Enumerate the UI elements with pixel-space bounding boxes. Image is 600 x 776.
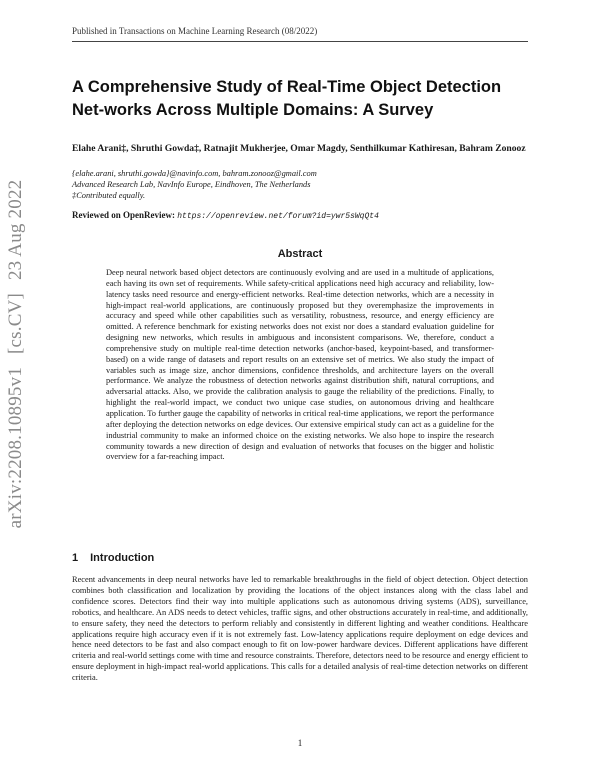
introduction-text: Recent advancements in deep neural networks have led to remarkable breakthroughs in the field of object detection. Object detection combines both classification and localization by providing the locations of the object instances along with the class label and confidence scores. Detectors find their way into multiple applications such as autonomous driving systems (ADS), surveillance, robotics, and healthcare. An ADS needs to detect vehicles, traffic signs, and other obstructions accurately in real-time, and additionally, to ensure safety, they need the detectors to perform reliably and consistently in different lighting and weather conditions. Healthcare applications require high accuracy even if it is not extremely fast. Low-latency applications require deployment on edge devices and hence need detectors to be fast and also compact enough to fit on low-power hardware devices. Different applications have different criteria and real-world settings come with time and resource constraints. Therefore, detectors need to be resource and energy efficient to ensure deployment in high-impact real-world applications. This calls for a detailed analysis of real-time detection networks on different criteria. xyxy=(72,575,528,683)
paper-title: A Comprehensive Study of Real-Time Object Detection Net-works Across Multiple Domains: A Survey xyxy=(72,78,502,119)
openreview-link[interactable]: https://openreview.net/forum?id=ywr5sWqQt4 xyxy=(177,212,379,221)
review-line xyxy=(72,209,530,223)
section-number: 1 xyxy=(72,552,79,564)
arxiv-side-stamp xyxy=(5,146,27,562)
journal-header: Published in Transactions on Machine Learning Research (08/2022) xyxy=(72,26,318,36)
author-list: Elahe Arani‡, Shruthi Gowda‡, Ratnajit Mukherjee, Omar Magdy, Senthilkumar Kathiresan, Bahram Zonooz xyxy=(72,143,526,154)
section-heading-introduction xyxy=(72,552,528,564)
arxiv-date: 23 Aug 2022 xyxy=(5,179,26,281)
section-title: Introduction xyxy=(90,552,155,564)
abstract-heading: Abstract xyxy=(277,248,323,260)
arxiv-id: arXiv:2208.10895v1 xyxy=(5,366,26,529)
abstract-text: Deep neural network based object detectors are continuously evolving and are used in a multitude of applications, each having its own set of requirements. While safety-critical applications need high accuracy and reliability, low-latency tasks need resource and energy-efficient networks. Real-time detection networks, which are a necessity in high-impact real-world applications, are continuously proposed but they overemphasize the improvements in accuracy and speed while other capabilities such as versatility, robustness, resource, and energy efficiency are omitted. A reference benchmark for existing networks does not exist nor does a standard evaluation guideline for designing new networks, which results in ambiguous and inconsistent comparisons. We, therefore, conduct a comprehensive study on multiple real-time detection networks (anchor-based, keypoint-based, and transformer-based) on a wide range of datasets and report results on an extensive set of metrics. We also study the impact of variables such as image size, anchor dimensions, confidence thresholds, and architecture layers on the overall performance. We analyze the robustness of detection networks against distribution shift, natural corruptions, and adversarial attacks. Also, we provide the calibration analysis to gauge the reliability of the predictions. Finally, to highlight the real-world impact, we conduct two unique case studies, on autonomous driving and healthcare application. To further gauge the capability of networks in critical real-time applications, we report the performance after deploying the detection networks on edge devices. Our extensive empirical study can act as a guideline for the industrial community to make an informed choice on the existing networks. We also hope to inspire the research community towards a new direction of design and evaluation of networks that focuses on the bigger and holistic overview for a far-reaching impact. xyxy=(106,268,494,462)
arxiv-category: [cs.CV] xyxy=(5,292,26,355)
header-divider xyxy=(72,41,528,42)
contribution-note: ‡Contributed equally. xyxy=(72,191,146,200)
page-number: 1 xyxy=(297,738,303,748)
affiliation: Advanced Research Lab, NavInfo Europe, Eindhoven, The Netherlands xyxy=(72,180,311,189)
author-emails: {elahe.arani, shruthi.gowda}@navinfo.com, bahram.zonooz@gmail.com xyxy=(72,169,317,178)
reviewed-label: Reviewed on OpenReview: xyxy=(72,210,175,220)
